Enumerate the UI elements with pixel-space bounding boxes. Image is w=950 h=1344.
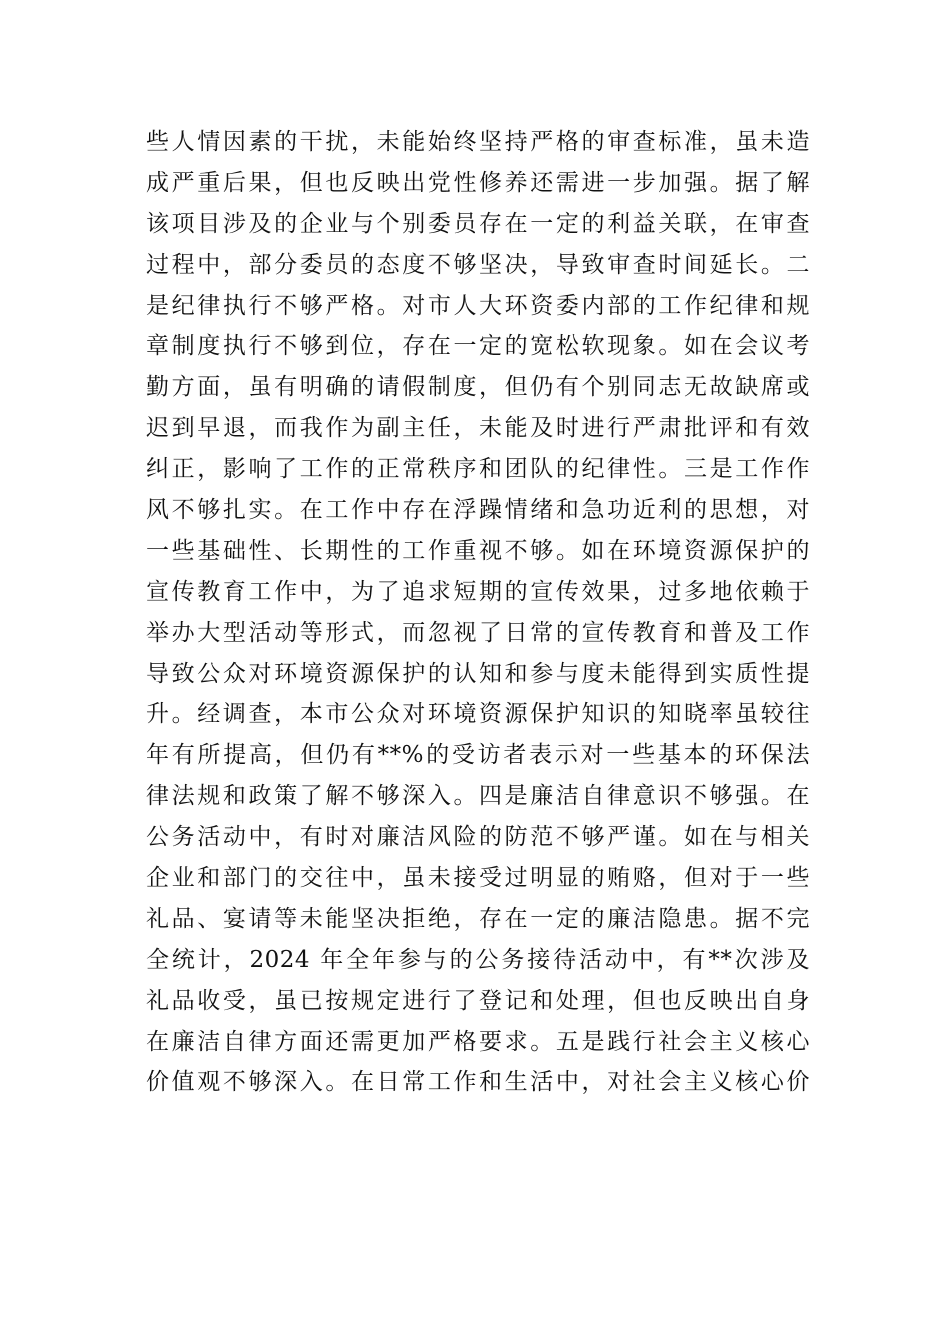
text-line: 年有所提高，但仍有**%的受访者表示对一些基本的环保法 — [146, 742, 810, 769]
text-line: 纠正，影响了工作的正常秩序和团队的纪律性。三是工作作 — [146, 456, 810, 483]
text-line: 企业和部门的交往中，虽未接受过明显的贿赂，但对于一些 — [146, 865, 810, 892]
text-line: 律法规和政策了解不够深入。四是廉洁自律意识不够强。在 — [146, 783, 810, 810]
text-line: 该项目涉及的企业与个别委员存在一定的利益关联，在审查 — [146, 210, 810, 237]
text-line: 是纪律执行不够严格。对市人大环资委内部的工作纪律和规 — [146, 292, 810, 319]
text-line: 升。经调查，本市公众对环境资源保护知识的知晓率虽较往 — [146, 701, 810, 728]
text-line: 过程中，部分委员的态度不够坚决，导致审查时间延长。二 — [146, 251, 810, 278]
text-line: 价值观不够深入。在日常工作和生活中，对社会主义核心价 — [146, 1069, 810, 1096]
text-line: 一些基础性、长期性的工作重视不够。如在环境资源保护的 — [146, 537, 810, 564]
text-line: 些人情因素的干扰，未能始终坚持严格的审查标准，虽未造 — [146, 129, 810, 155]
text-line: 章制度执行不够到位，存在一定的宽松软现象。如在会议考 — [146, 333, 810, 360]
text-line: 举办大型活动等形式，而忽视了日常的宣传教育和普及工作 — [146, 619, 810, 646]
text-line: 在廉洁自律方面还需更加严格要求。五是践行社会主义核心 — [146, 1028, 810, 1055]
body-text — [146, 122, 810, 1103]
text-line: 导致公众对环境资源保护的认知和参与度未能得到实质性提 — [146, 660, 810, 687]
text-line: 风不够扎实。在工作中存在浮躁情绪和急功近利的思想，对 — [146, 497, 810, 524]
text-line: 迟到早退，而我作为副主任，未能及时进行严肃批评和有效 — [146, 415, 810, 442]
text-line: 宣传教育工作中，为了追求短期的宣传效果，过多地依赖于 — [146, 578, 810, 605]
text-line: 全统计，2024 年全年参与的公务接待活动中，有**次涉及 — [146, 946, 810, 973]
text-line: 礼品收受，虽已按规定进行了登记和处理，但也反映出自身 — [146, 987, 810, 1014]
text-line: 公务活动中，有时对廉洁风险的防范不够严谨。如在与相关 — [146, 824, 810, 851]
text-line: 礼品、宴请等未能坚决拒绝，存在一定的廉洁隐患。据不完 — [146, 905, 810, 932]
text-line: 勤方面，虽有明确的请假制度，但仍有个别同志无故缺席或 — [146, 374, 810, 401]
text-line: 成严重后果，但也反映出党性修养还需进一步加强。据了解 — [146, 169, 810, 196]
